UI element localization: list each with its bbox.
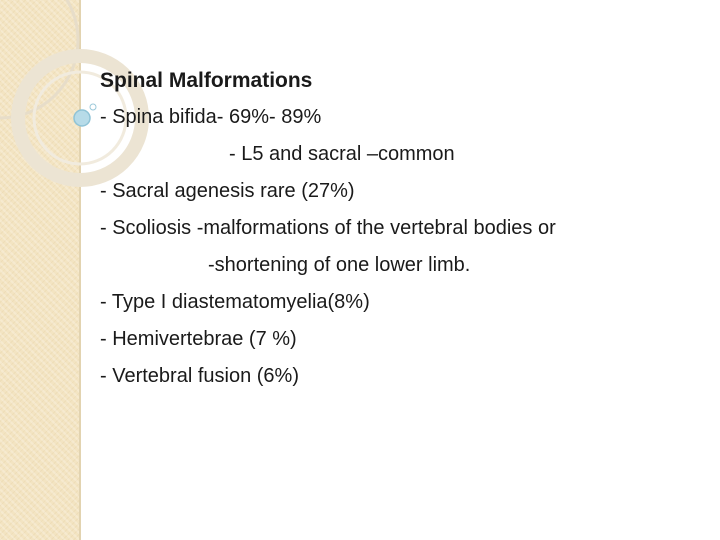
blue-dot-small [90, 104, 96, 110]
blue-dot-large [74, 110, 90, 126]
slide-content [100, 62, 700, 395]
list-item-sub: - L5 and sacral –common [229, 143, 455, 165]
slide-title: Spinal Malformations [100, 69, 313, 92]
list-item: - Sacral agenesis rare (27%) [100, 180, 355, 202]
list-item: - Vertebral fusion (6%) [100, 365, 299, 387]
list-item: - Type I diastematomyelia(8%) [100, 291, 370, 313]
list-item: - Scoliosis -malformations of the vertebral bodies or [100, 217, 556, 239]
list-item: - Spina bifida- 69%- 89% [100, 106, 322, 128]
list-item: - Hemivertebrae (7 %) [100, 328, 297, 350]
list-item-sub: -shortening of one lower limb. [208, 254, 471, 276]
